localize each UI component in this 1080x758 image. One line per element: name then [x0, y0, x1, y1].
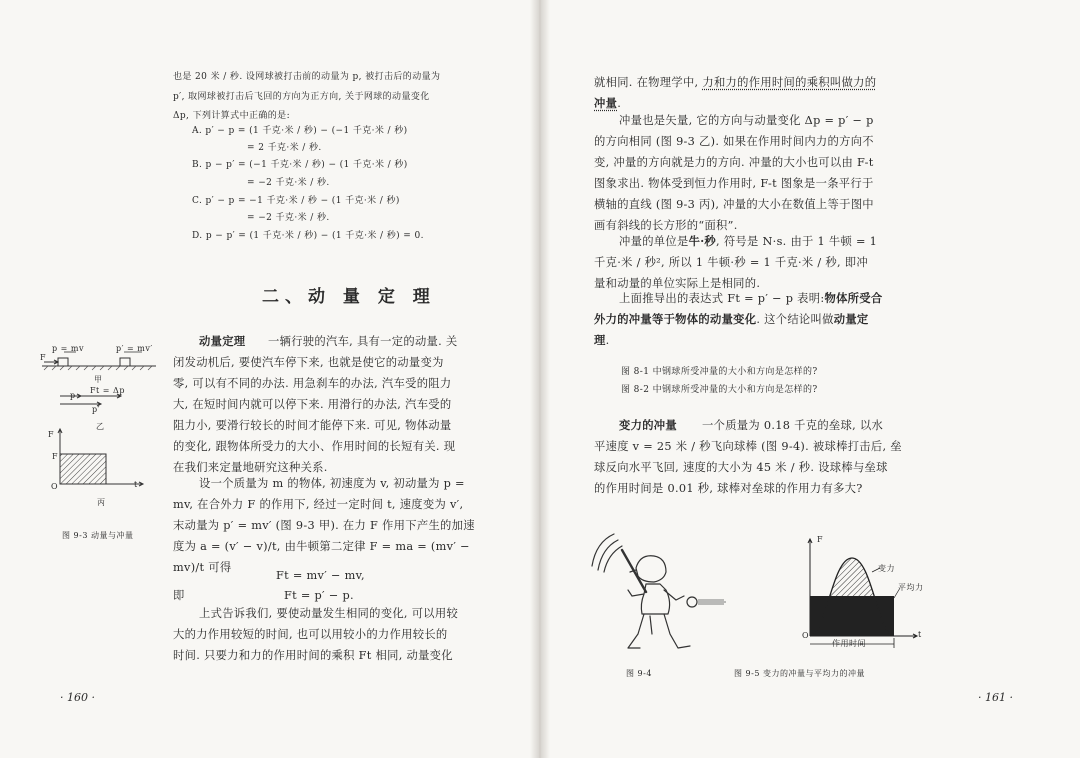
option-c-result: = −2 千克·米 / 秒. [247, 213, 330, 223]
body-line: 平速度 v = 25 米 / 秒飞向球棒 (图 9-4). 被球棒打击后, 垒 [594, 440, 902, 453]
body-line: 冲量也是矢量, 它的方向与动量变化 Δp = p′ − p [619, 114, 874, 127]
body-line: 一个质量为 0.18 千克的垒球, 以水 [702, 419, 884, 432]
body-line: 的变化, 跟物体所受力的大小、作用时间的长短有关. 现 [173, 440, 456, 453]
body-line [619, 236, 877, 247]
section-title: 二、动 量 定 理 [262, 287, 436, 307]
figure-9-3-caption: 图 9-3 动量与冲量 [62, 531, 134, 540]
problem-line: 也是 20 米 / 秒. 设网球被打击前的动量为 p, 被打击后的动量为 [173, 72, 441, 82]
question-line: 图 8-1 中钢球所受冲量的大小和方向是怎样的? [621, 367, 818, 377]
graph-axis-t: t [918, 630, 922, 639]
unit-bold: 牛·秒 [688, 234, 717, 248]
body-line: mv, 在合外力 F 的作用下, 经过一定时间 t, 速度变为 v′, [173, 498, 464, 511]
label-F: F [40, 353, 47, 362]
line1-pre: 就相同. 在物理学中, [594, 76, 703, 89]
body-line: 的作用时间是 0.01 秒, 球棒对垒球的作用力有多大? [594, 482, 863, 495]
page-number-left: · 160 · [60, 691, 95, 704]
body-line: 度为 a = (v′ − v)/t, 由牛顿第二定律 F = ma = (mv′ − [173, 540, 470, 553]
figure-9-4-caption: 图 9-4 [626, 669, 652, 678]
body-line: 阻力小, 要滑行较长的时间才能停下来. 可见, 物体动量 [173, 419, 452, 432]
body-line: 一辆行驶的汽车, 具有一定的动量. 关 [268, 335, 458, 348]
graph-axis-F2: F [52, 452, 59, 461]
option-b-result: = −2 千克·米 / 秒. [247, 178, 330, 188]
figure-9-5-caption: 图 9-5 变力的冲量与平均力的冲量 [734, 669, 865, 678]
graph-axis-O: O [51, 482, 59, 491]
term-momentum-theorem: 动量定理 [199, 334, 246, 348]
graph-axis-O: O [802, 631, 810, 640]
page-number-right: · 161 · [978, 691, 1013, 704]
body-line: 大, 在短时间内就可以停下来. 用滑行的办法, 汽车受的 [173, 398, 452, 411]
body-line-start [594, 77, 876, 88]
impulse-definition: 力和力的作用时间的乘积叫做力的 [702, 76, 877, 89]
conclusion-pre: 上面推导出的表达式 Ft = p′ − p 表明: [619, 292, 825, 305]
body-line: mv)/t 可得 [173, 561, 232, 574]
graph-axis-t: t [134, 480, 138, 489]
unit-pre: 冲量的单位是 [619, 235, 689, 248]
label-variable-force: 变力 [878, 564, 895, 573]
option-a-result: = 2 千克·米 / 秒. [247, 143, 322, 153]
conclusion-bold: 外力的冲量等于物体的动量变化 [594, 312, 757, 326]
term-variable-impulse: 变力的冲量 [619, 418, 677, 432]
body-line: 零, 可以有不同的办法. 用急刹车的办法, 汽车受的阻力 [173, 377, 452, 390]
conclusion-end: . [605, 334, 610, 347]
equation-2: Ft = p′ − p. [284, 589, 354, 602]
label-action-time: 作用时间 [832, 639, 866, 648]
option-b: B. p − p′ = (−1 千克·米 / 秒) − (1 千克·米 / 秒) [192, 160, 408, 170]
label-jia: 甲 [94, 375, 103, 384]
body-line: 量和动量的单位实际上是相同的. [594, 277, 761, 290]
body-line [594, 314, 869, 325]
body-line: 在我们来定量地研究这种关系. [173, 461, 328, 474]
body-line: 时间. 只要力和力的作用时间的乘积 Ft 相同, 动量变化 [173, 649, 453, 662]
body-line: 横轴的直线 (图 9-3 丙), 冲量的大小在数值上等于图中 [594, 198, 874, 211]
figure-9-4-batter-illustration [588, 530, 728, 655]
body-line [619, 293, 882, 304]
label-Ft-dp: Ft = Δp [90, 386, 125, 395]
question-line: 图 8-2 中钢球所受冲量的大小和方向是怎样的? [621, 385, 818, 395]
equation-1: Ft = mv′ − mv, [276, 569, 365, 582]
body-line: 设一个质量为 m 的物体, 初速度为 v, 初动量为 p = [199, 477, 465, 490]
body-line: 末动量为 p′ = mv′ (图 9-3 甲). 在力 F 作用下产生的加速 [173, 519, 475, 532]
body-line: 的方向相同 (图 9-3 乙). 如果在作用时间内力的方向不 [594, 135, 874, 148]
term-impulse: 冲量 [594, 96, 618, 110]
conclusion-mid: . 这个结论叫做 [756, 313, 834, 326]
problem-line: Δp, 下列计算式中正确的是: [173, 111, 291, 121]
label-yi: 乙 [96, 422, 105, 431]
unit-post: , 符号是 N·s. 由于 1 牛顿 = 1 [716, 235, 878, 248]
label-bing: 丙 [97, 498, 106, 507]
conclusion-bold: 物体所受合 [824, 291, 883, 305]
option-c: C. p′ − p = −1 千克·米 / 秒 − (1 千克·米 / 秒) [192, 196, 400, 206]
label-average-force: 平均力 [898, 583, 924, 592]
body-line [594, 98, 621, 109]
problem-line: p′, 取网球被打击后飞回的方向为正方向, 关于网球的动量变化 [173, 92, 430, 102]
body-line: 千克·米 / 秒², 所以 1 牛顿·秒 = 1 千克·米 / 秒, 即冲 [594, 256, 868, 269]
line2-post: . [617, 97, 622, 110]
body-line [594, 335, 610, 346]
equation-2-label: 即 [173, 589, 185, 602]
body-line: 图象求出. 物体受到恒力作用时, F-t 图象是一条平行于 [594, 177, 874, 190]
figure-9-5-graph [796, 534, 926, 654]
label-pp-mvp: p′ = mv′ [116, 344, 153, 353]
label-p-mv: p = mv [52, 344, 85, 353]
body-line: 画有斜线的长方形的“面积”. [594, 219, 738, 232]
body-line: 变, 冲量的方向就是力的方向. 冲量的大小也可以由 F-t [594, 156, 874, 169]
book-gutter [530, 0, 550, 758]
option-a: A. p′ − p = (1 千克·米 / 秒) − (−1 千克·米 / 秒) [192, 126, 408, 136]
label-p-prime: p′ [92, 405, 100, 414]
label-p: p [70, 391, 76, 400]
option-d: D. p − p′ = (1 千克·米 / 秒) − (1 千克·米 / 秒) = 0. [192, 231, 424, 241]
body-line: 大的力作用较短的时间, 也可以用较小的力作用较长的 [173, 628, 448, 641]
graph-axis-F: F [817, 535, 824, 544]
graph-axis-F: F [48, 430, 55, 439]
body-line: 闭发动机后, 要使汽车停下来, 也就是使它的动量变为 [173, 356, 444, 369]
conclusion-bold: 理 [594, 333, 606, 347]
body-line: 上式告诉我们, 要使动量发生相同的变化, 可以用较 [199, 607, 459, 620]
term-momentum-theorem: 动量定 [833, 312, 869, 326]
body-line: 球反向水平飞回, 速度的大小为 45 米 / 秒. 设球棒与垒球 [594, 461, 888, 474]
